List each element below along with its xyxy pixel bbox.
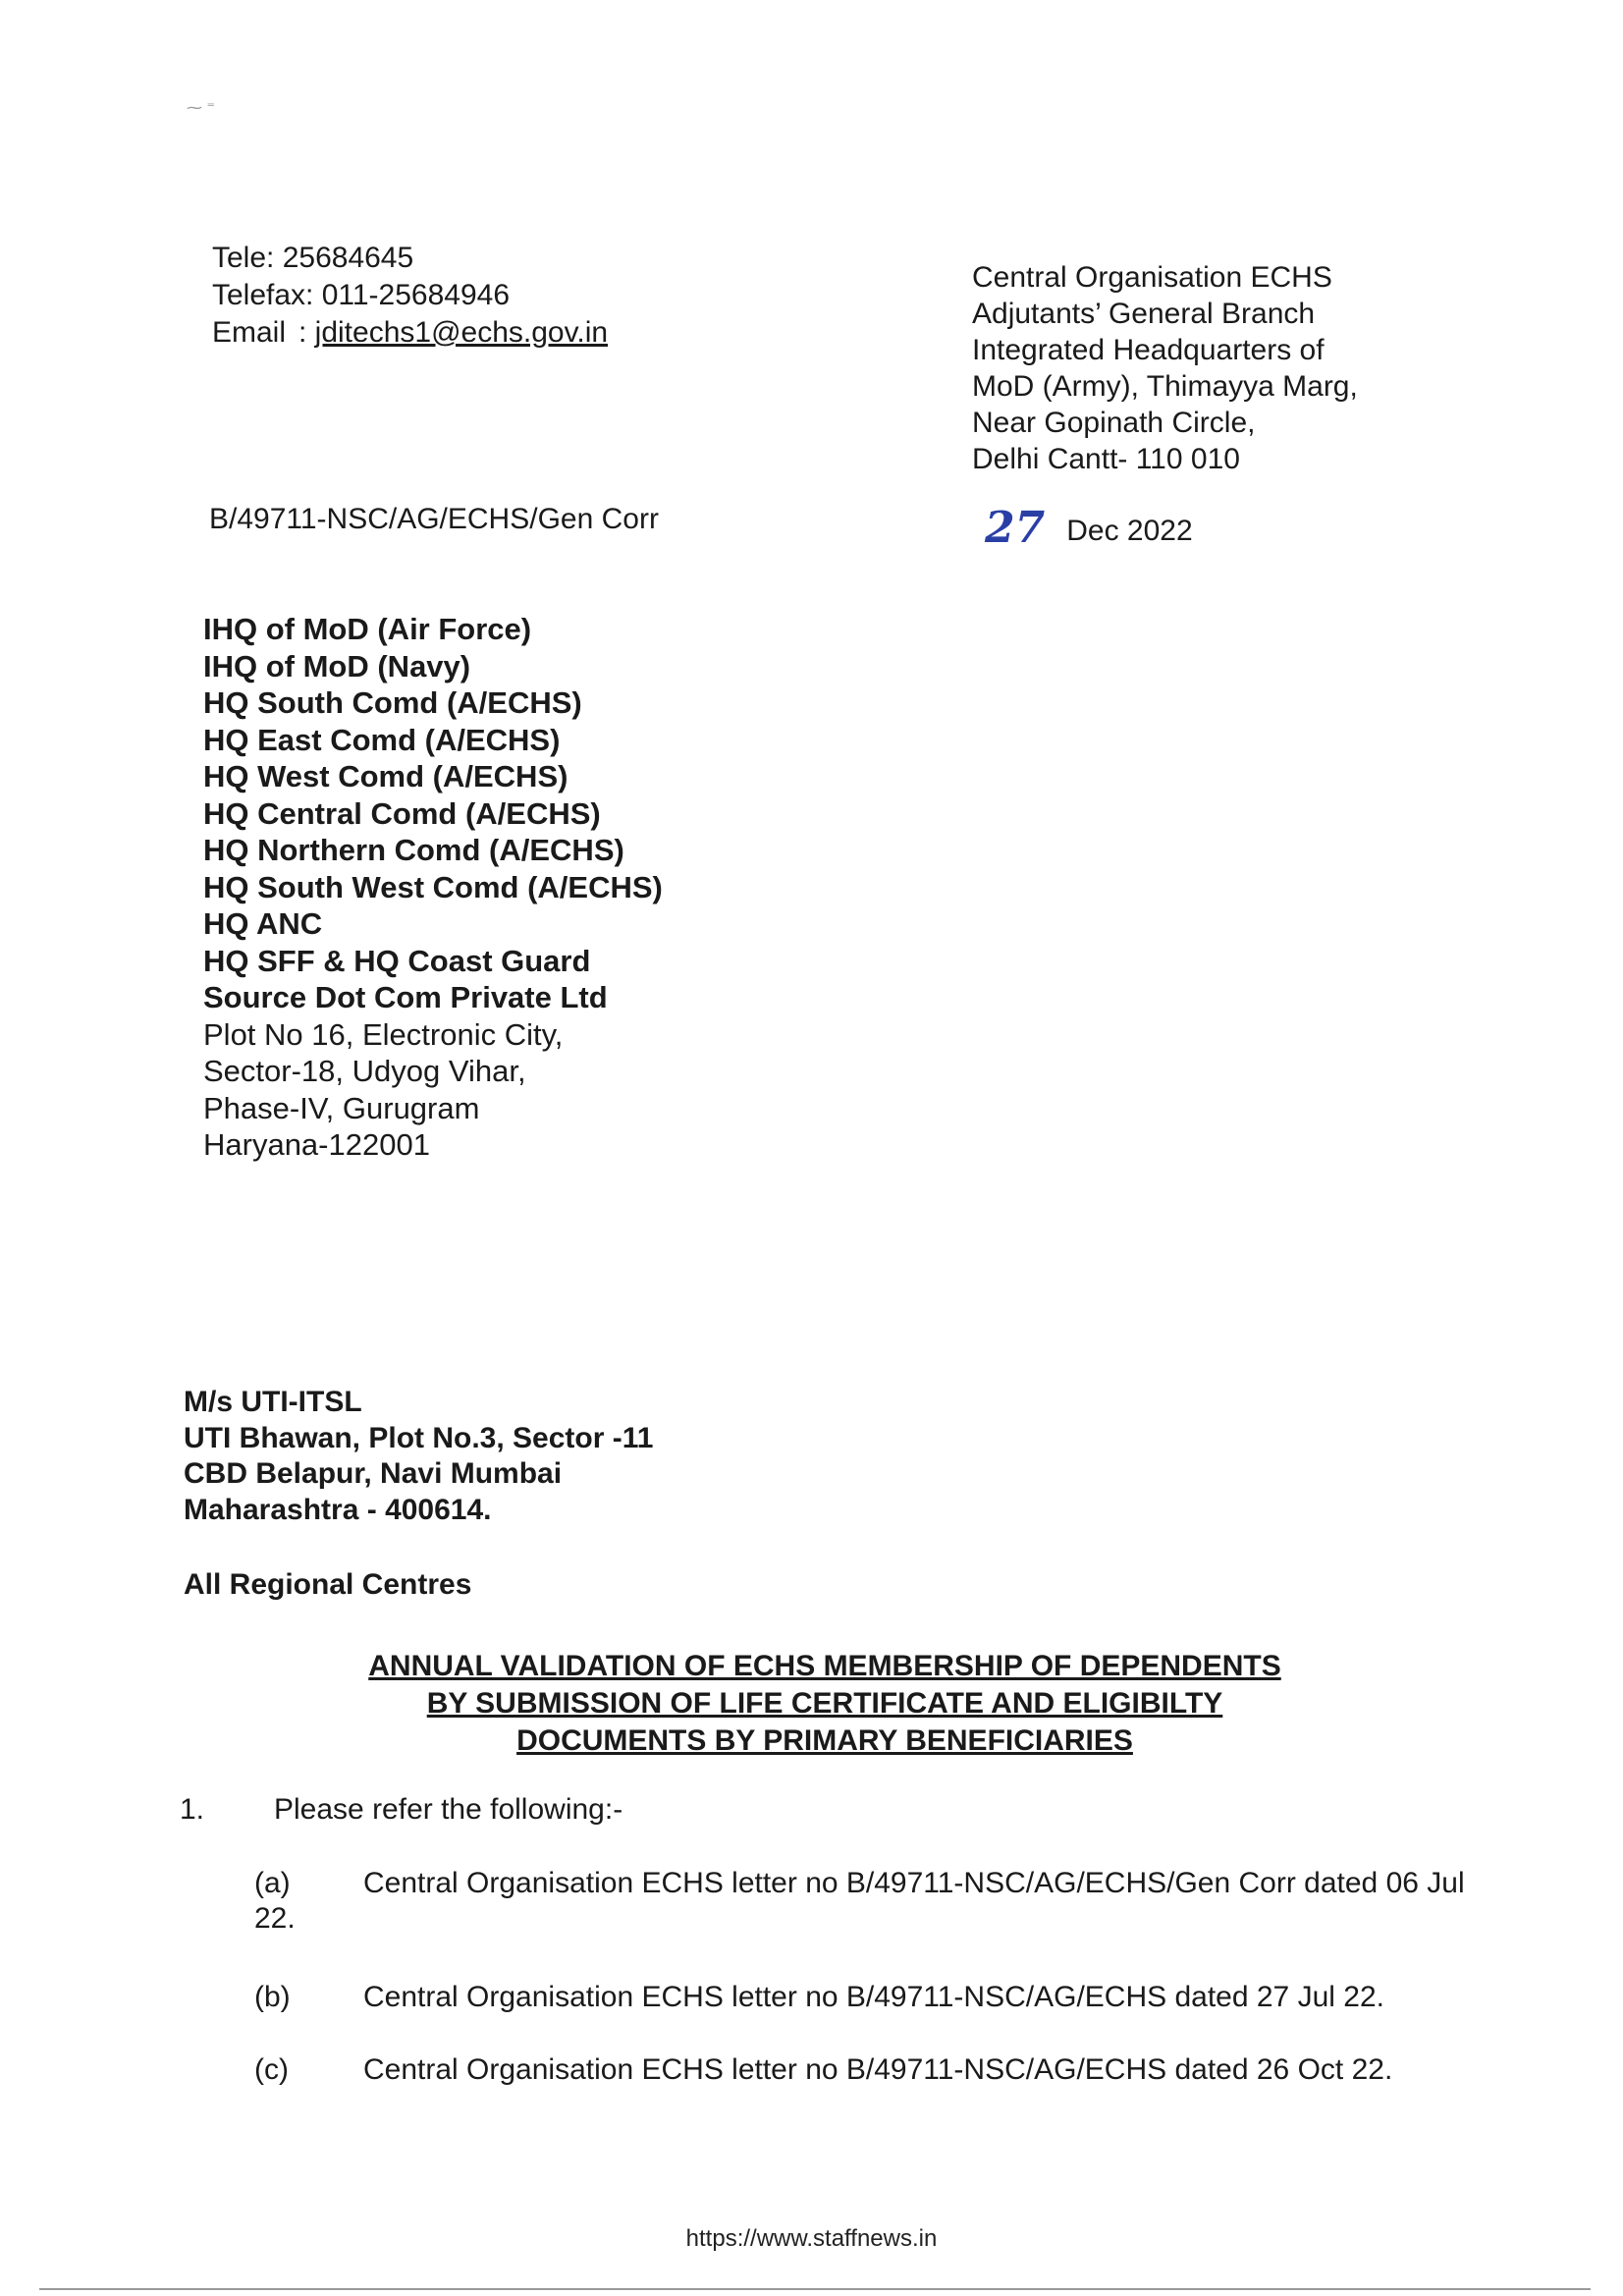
paragraph-text: Please refer the following:- [274, 1793, 623, 1826]
email-link[interactable]: jditechs1@echs.gov.in [314, 316, 609, 349]
telefax-line: Telefax: 011-25684946 [212, 279, 511, 311]
sender-address [972, 259, 1358, 477]
address-line: Delhi Cantt- 110 010 [972, 443, 1240, 475]
recipient: HQ ANC [203, 906, 323, 941]
regional-centres: All Regional Centres [184, 1568, 472, 1601]
date-month-year: Dec 2022 [1066, 515, 1193, 547]
recipient: HQ Central Comd (A/ECHS) [203, 795, 601, 831]
reference-number: B/49711-NSC/AG/ECHS/Gen Corr [209, 503, 659, 535]
paragraph-number: 1. [180, 1793, 205, 1826]
recipient: IHQ of MoD (Navy) [203, 648, 471, 683]
uti-line: Maharashtra - 400614. [184, 1493, 492, 1526]
uti-line: UTI Bhawan, Plot No.3, Sector -11 [184, 1421, 654, 1454]
recipient: HQ South Comd (A/ECHS) [203, 685, 582, 720]
subject-heading [295, 1648, 1355, 1760]
subject-line: ANNUAL VALIDATION OF ECHS MEMBERSHIP OF DEPENDENTS [368, 1650, 1281, 1682]
reference-item-a [254, 1866, 1501, 1937]
recipient-address-line: Haryana-122001 [203, 1127, 430, 1162]
item-label: (a) [254, 1867, 291, 1899]
recipient: HQ East Comd (A/ECHS) [203, 722, 561, 757]
uti-line: CBD Belapur, Navi Mumbai [184, 1457, 563, 1490]
recipients-list [203, 611, 663, 1164]
recipient-address-line: Sector-18, Udyog Vihar, [203, 1054, 526, 1088]
contact-block [212, 240, 608, 352]
address-line: Adjutants’ General Branch [972, 298, 1316, 330]
footer-url[interactable]: https://www.staffnews.in [685, 2225, 938, 2252]
tele-line: Tele: 25684645 [212, 242, 414, 274]
subject-line: BY SUBMISSION OF LIFE CERTIFICATE AND ELIGIBILTY [426, 1687, 1223, 1720]
item-text: Central Organisation ECHS letter no B/49711-NSC/AG/ECHS/Gen Corr dated 06 Jul 22. [254, 1867, 1465, 1935]
email-label: Email [212, 316, 287, 349]
recipient: HQ Northern Comd (A/ECHS) [203, 833, 624, 867]
address-line: Near Gopinath Circle, [972, 407, 1256, 439]
recipient: IHQ of MoD (Air Force) [203, 612, 532, 646]
address-line: Central Organisation ECHS [972, 261, 1332, 294]
recipient: Source Dot Com Private Ltd [203, 980, 608, 1014]
uti-line: M/s UTI-ITSL [184, 1386, 362, 1418]
email-line [212, 314, 608, 352]
footer-divider [39, 2288, 1591, 2290]
item-text: Central Organisation ECHS letter no B/49711-NSC/AG/ECHS dated 26 Oct 22. [363, 2053, 1393, 2086]
scan-artifact: ⁓ ⁼ [187, 100, 215, 117]
reference-item-b [254, 1980, 1384, 2015]
recipient: HQ South West Comd (A/ECHS) [203, 869, 663, 904]
handwritten-day: 27 [985, 503, 1046, 553]
recipient: HQ West Comd (A/ECHS) [203, 759, 568, 793]
paragraph-1 [180, 1793, 622, 1827]
uti-itsl-address [184, 1385, 653, 1528]
subject-line: DOCUMENTS BY PRIMARY BENEFICIARIES [516, 1724, 1133, 1757]
recipient-address-line: Phase-IV, Gurugram [203, 1090, 480, 1125]
recipient-address-line: Plot No 16, Electronic City, [203, 1016, 564, 1052]
recipient: HQ SFF & HQ Coast Guard [203, 943, 591, 978]
reference-item-c [254, 2052, 1392, 2088]
item-text: Central Organisation ECHS letter no B/49711-NSC/AG/ECHS dated 27 Jul 22. [363, 1981, 1384, 2013]
item-label: (b) [254, 1981, 291, 2013]
letter-date [985, 501, 1193, 551]
address-line: MoD (Army), Thimayya Marg, [972, 370, 1358, 403]
address-line: Integrated Headquarters of [972, 334, 1325, 366]
email-separator: : [298, 316, 315, 349]
item-label: (c) [254, 2053, 289, 2086]
